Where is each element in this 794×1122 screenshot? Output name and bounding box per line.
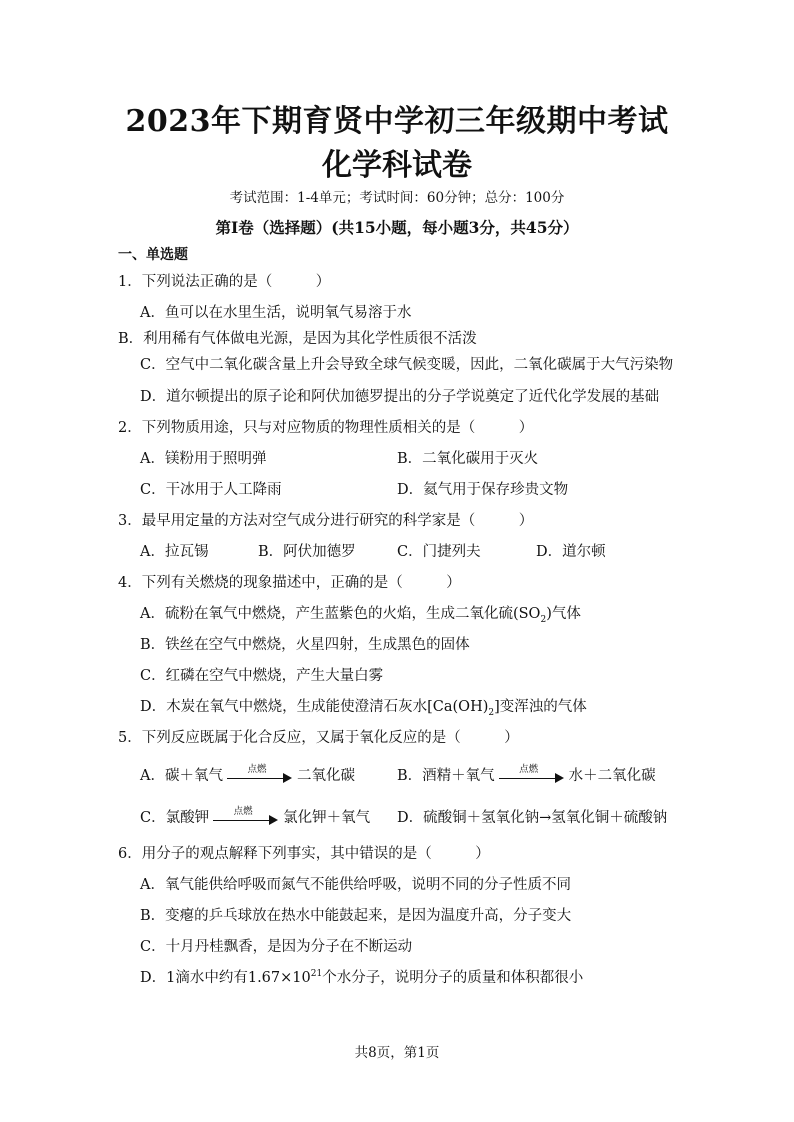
question-5-option-c: C．氯酸钾 点燃 氯化钾＋氧气 [140,806,371,826]
question-4-option-d: D．木炭在氧气中燃烧，生成能使澄清石灰水$[Ca(OH)_2]$变浑浊的气体 [140,699,587,718]
question-1-option-c: C．空气中二氧化碳含量上升会导致全球气候变暖，因此，二氧化碳属于大气污染物 [140,357,674,373]
question-3-option-a: A．拉瓦锡 [140,544,209,560]
question-2-option-b: B．二氧化碳用于灭火 [397,451,539,467]
question-1-option-b: B．利用稀有气体做电光源，是因为其化学性质很不活泼 [118,331,477,347]
question-1-option-d: D．道尔顿提出的原子论和阿伏加德罗提出的分子学说奠定了近代化学发展的基础 [140,389,660,405]
question-3-option-b: B．阿伏加德罗 [258,544,356,560]
question-2-stem: 2．下列物质用途，只与对应物质的物理性质相关的是（ ） [118,420,534,436]
question-6-option-d: D．1滴水中约有$1.67\times 10^{21}$个水分子，说明分子的质量和体积都很小 [140,969,584,986]
question-1-option-a: A．鱼可以在水里生活，说明氧气易溶于水 [140,305,412,321]
exam-title: 2023年下期育贤中学初三年级期中考试 [125,104,669,139]
question-1-stem: 1．下列说法正确的是（ ） [118,274,331,290]
part-title: 第I卷（选择题）(共15小题，每小题3分，共45分） [215,218,579,237]
question-2-option-a: A．镁粉用于照明弹 [140,451,267,467]
question-6-option-a: A．氧气能供给呼吸而氮气不能供给呼吸，说明不同的分子性质不同 [140,877,571,893]
question-6-option-b: B．变瘪的乒乓球放在热水中能鼓起来，是因为温度升高，分子变大 [140,908,572,924]
question-2-option-d: D．氦气用于保存珍贵文物 [397,482,569,498]
question-3-option-c: C．门捷列夫 [397,544,481,560]
question-4-option-c: C．红磷在空气中燃烧，产生大量白雾 [140,668,384,684]
question-5-option-b: B．酒精＋氧气 点燃 水＋二氧化碳 [397,764,656,784]
page-footer: 共8页，第1页 [354,1045,440,1061]
question-5-option-a: A．碳＋氧气 点燃 二氧化碳 [140,764,355,784]
question-4-stem: 4．下列有关燃烧的现象描述中，正确的是（ ） [118,575,461,591]
exam-subject-title: 化学科试卷 [322,148,472,183]
question-2-option-c: C．干冰用于人工降雨 [140,482,282,498]
question-6-stem: 6．用分子的观点解释下列事实，其中错误的是（ ） [118,846,490,862]
question-5-option-d: D．硫酸铜＋氢氧化钠→氢氧化铜＋硫酸钠 [397,810,668,826]
reaction-arrow-icon: 点燃 [497,769,567,783]
question-6-option-c: C．十月丹桂飘香，是因为分子在不断运动 [140,939,413,955]
question-3-option-d: D．道尔顿 [536,544,606,560]
section-title: 一、单选题 [118,247,188,263]
question-5-stem: 5．下列反应既属于化合反应，又属于氧化反应的是（ ） [118,730,519,746]
question-3-stem: 3．最早用定量的方法对空气成分进行研究的科学家是（ ） [118,513,534,529]
reaction-arrow-icon: 点燃 [225,769,295,783]
question-4-option-b: B．铁丝在空气中燃烧，火星四射，生成黑色的固体 [140,637,470,653]
reaction-arrow-icon: 点燃 [211,811,281,825]
question-4-option-a: A．硫粉在氧气中燃烧，产生蓝紫色的火焰，生成二氧化硫$(SO_2)$气体 [140,606,581,625]
exam-info: 考试范围：1-4单元；考试时间：60分钟；总分：100分 [229,190,565,206]
